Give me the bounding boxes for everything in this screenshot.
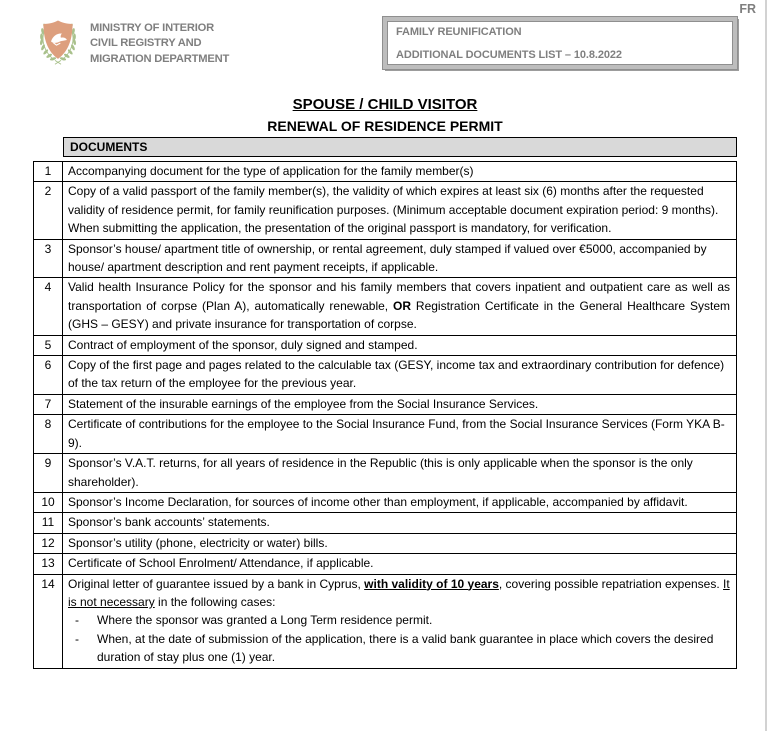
- row-number: 4: [34, 278, 63, 335]
- page-right-edge: [765, 0, 767, 731]
- row-text-cell: [63, 394, 737, 414]
- row-text-cell: [63, 454, 737, 493]
- document-list-date-line: ADDITIONAL DOCUMENTS LIST – 10.8.2022: [396, 49, 622, 61]
- ministry-line: CIVIL REGISTRY AND: [90, 37, 202, 50]
- row-text: Sponsor’s V.A.T. returns, for all years of residence in the Republic (this is only applicable when the sponsor is the only shareholder).: [68, 456, 693, 489]
- row-number: 9: [34, 454, 63, 493]
- corner-code-label: FR: [739, 2, 756, 16]
- table-row: [34, 394, 737, 414]
- row-number: 10: [34, 492, 63, 512]
- table-row: [34, 239, 737, 278]
- row-text-cell: [63, 182, 737, 239]
- ministry-line: MIGRATION DEPARTMENT: [90, 52, 230, 65]
- row-number: 8: [34, 415, 63, 454]
- ministry-line: MINISTRY OF INTERIOR: [90, 22, 215, 34]
- page-subtitle: RENEWAL OF RESIDENCE PERMIT: [267, 118, 503, 134]
- page-title: SPOUSE / CHILD VISITOR: [292, 96, 478, 113]
- row-number: 12: [34, 533, 63, 553]
- row-text-cell: [63, 533, 737, 553]
- table-row: [34, 335, 737, 355]
- row-text: Sponsor’s bank accounts’ statements.: [68, 515, 270, 530]
- table-row: [34, 182, 737, 239]
- bullet-item: - Where the sponsor was granted a Long Term residence permit.: [75, 613, 433, 628]
- row-text-cell: [63, 492, 737, 512]
- table-row: [34, 356, 737, 395]
- row-text: Valid health Insurance Policy for the sponsor and his family members that covers inpatient and outpatient care as well as transportation of corpse (Plan A), automatically renewable, OR Registration Certificate in the General Healthcare System (GHS – GESY) and private insurance for transportation of corpse.: [68, 280, 730, 332]
- table-row: [34, 162, 737, 182]
- row-text: Certificate of School Enrolment/ Attendance, if applicable.: [68, 556, 374, 571]
- row-text-cell: [63, 278, 737, 335]
- row-text: Sponsor’s house/ apartment title of ownership, or rental agreement, duly stamped if valued over €5000, accompanied by house/ apartment description and rent payment receipts, if applicable.: [68, 241, 707, 275]
- table-row: [34, 415, 737, 454]
- row-text: Accompanying document for the type of application for the family member(s): [68, 164, 474, 178]
- row-number: 1: [34, 162, 63, 182]
- row-text-cell: [63, 239, 737, 278]
- table-row: [34, 278, 737, 335]
- row-number: 14: [34, 574, 63, 668]
- row-text-cell: [63, 162, 737, 182]
- document-type-line: FAMILY REUNIFICATION: [396, 26, 522, 38]
- row-text: Sponsor’s utility (phone, electricity or water) bills.: [68, 535, 328, 550]
- documents-table: [33, 161, 737, 669]
- table-row: [34, 574, 737, 668]
- row-text: Copy of the first page and pages related to the calculable tax (GESY, income tax and extraordinary contribution for defence) of the tax return of the employee for the previous year.: [68, 358, 725, 391]
- row-text-cell: [63, 574, 737, 668]
- row-text-cell: [63, 554, 737, 574]
- row-number: 2: [34, 182, 63, 239]
- cyprus-coat-of-arms-icon: [35, 13, 81, 71]
- row-number: 6: [34, 356, 63, 395]
- row-text: Copy of a valid passport of the family member(s), the validity of which expires at least six (6) months after the requested validity of residence permit, for family reunification purposes. (Minimum acceptable document expiration period: 9 months). When submitting the application, the presentation of the original passport is mandatory, for verification.: [68, 184, 719, 236]
- row-number: 13: [34, 554, 63, 574]
- row-text: Certificate of contributions for the employee to the Social Insurance Fund, from the Social Insurance Services (Form YKA B-9).: [68, 417, 725, 450]
- table-row: [34, 454, 737, 493]
- row-text: Original letter of guarantee issued by a bank in Cyprus, with validity of 10 years, covering possible repatriation expenses. It is not necessary in the following cases:: [68, 576, 730, 609]
- bullet-item: - When, at the date of submission of the application, there is a valid bank guarantee in place which covers the desired duration of stay plus one (1) year.: [75, 631, 714, 665]
- row-number: 3: [34, 239, 63, 278]
- row-text: Statement of the insurable earnings of the employee from the Social Insurance Services.: [68, 396, 539, 411]
- row-text-cell: [63, 415, 737, 454]
- table-row: [34, 492, 737, 512]
- ministry-name-block: [90, 21, 229, 67]
- row-text-cell: [63, 356, 737, 395]
- row-text-cell: [63, 335, 737, 355]
- row-number: 11: [34, 513, 63, 533]
- document-type-box: [383, 17, 737, 69]
- row-text-cell: [63, 513, 737, 533]
- table-header: DOCUMENTS: [63, 137, 737, 157]
- row-text: Contract of employment of the sponsor, duly signed and stamped.: [68, 337, 418, 352]
- documents-table-section: [33, 137, 737, 669]
- documents-table-body: [34, 162, 737, 669]
- table-row: [34, 554, 737, 574]
- row-number: 5: [34, 335, 63, 355]
- row-text: Sponsor’s Income Declaration, for sources of income other than employment, if applicable, accompanied by affidavit.: [68, 494, 688, 509]
- row-number: 7: [34, 394, 63, 414]
- table-row: [34, 513, 737, 533]
- table-row: [34, 533, 737, 553]
